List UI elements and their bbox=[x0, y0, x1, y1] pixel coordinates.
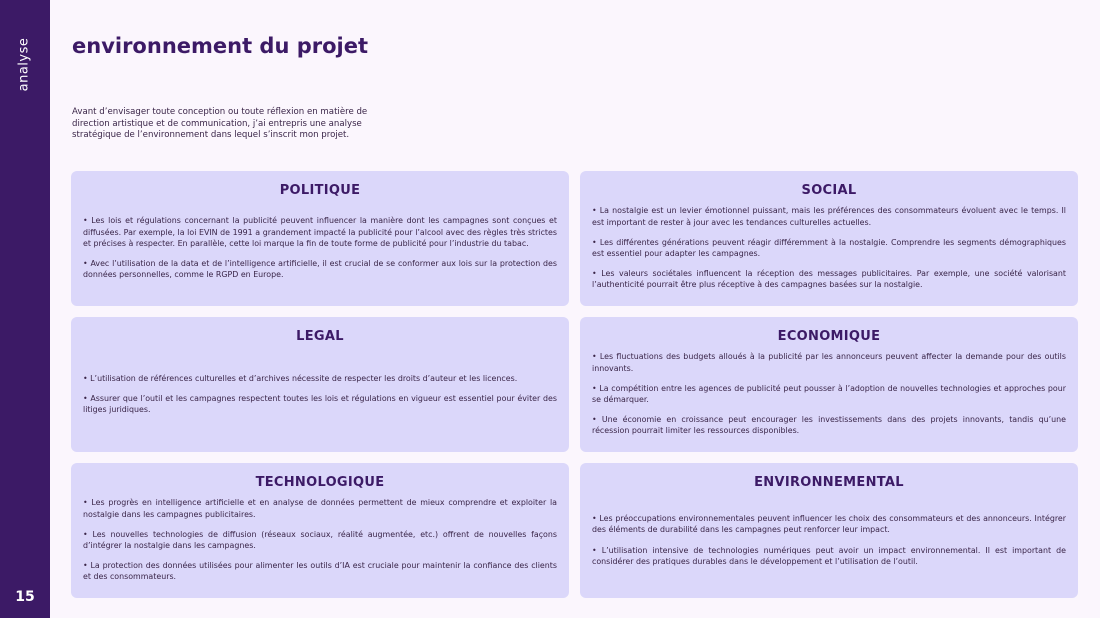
card-body bbox=[592, 198, 1066, 298]
card-body bbox=[592, 490, 1066, 590]
card-title: ECONOMIQUE bbox=[777, 329, 881, 344]
card-politique bbox=[71, 171, 569, 306]
card-body bbox=[83, 490, 557, 590]
card-point: • Les différentes générations peuvent réagir différemment à la nostalgie. Comprendre les segments démographiques est essentiel pour adapter les campagnes. bbox=[592, 237, 1066, 258]
sidebar bbox=[0, 0, 50, 618]
card-environnemental bbox=[580, 463, 1078, 598]
page-title: environnement du projet bbox=[72, 34, 369, 58]
card-technologique bbox=[71, 463, 569, 598]
card-title: SOCIAL bbox=[801, 183, 857, 198]
card-title: ENVIRONNEMENTAL bbox=[754, 475, 904, 490]
card-body bbox=[83, 198, 557, 298]
card-point: • Les valeurs sociétales influencent la réception des messages publicitaires. Par exemple, une société valorisant l’authenticité pourrait être plus réceptive à des campagnes basées sur la nostalgie. bbox=[592, 269, 1066, 290]
page-number: 15 bbox=[15, 589, 35, 605]
card-point: • Les nouvelles technologies de diffusion (réseaux sociaux, réalité augmentée, etc.) offrent de nouvelles façons d’intégrer la nostalgie dans les campagnes. bbox=[83, 529, 557, 550]
card-point: • L’utilisation de références culturelles et d’archives nécessite de respecter les droits d’auteur et les licences. bbox=[83, 373, 518, 383]
card-point: • Les progrès en intelligence artificielle et en analyse de données permettent de mieux comprendre et exploiter la nostalgie dans les campagnes publicitaires. bbox=[83, 498, 557, 519]
intro-paragraph: Avant d’envisager toute conception ou toute réflexion en matière de direction artistique et de communication, j’ai entrepris une analyse stratégique de l’environnement dans lequel s’inscrit mon projet. bbox=[72, 107, 368, 141]
section-label bbox=[14, 34, 34, 94]
card-economique bbox=[580, 317, 1078, 452]
card-point: • Avec l’utilisation de la data et de l’intelligence artificielle, il est crucial de se conformer aux lois sur la protection des données personnelles, comme le RGPD en Europe. bbox=[83, 259, 557, 280]
section-label-text: analyse bbox=[16, 37, 32, 91]
card-point: • L’utilisation intensive de technologies numériques peut avoir un impact environnemental. Il est important de considérer des pratiques durables dans le développement et l’utilisation de l’outil. bbox=[592, 545, 1066, 566]
card-body bbox=[83, 344, 557, 444]
card-point: • La nostalgie est un levier émotionnel puissant, mais les préférences des consommateurs évoluent avec le temps. Il est important de rester à jour avec les tendances culturelles actuelles. bbox=[592, 206, 1066, 227]
card-social bbox=[580, 171, 1078, 306]
card-title: TECHNOLOGIQUE bbox=[255, 475, 385, 490]
card-body bbox=[592, 344, 1066, 444]
card-point: • La compétition entre les agences de publicité peut pousser à l’adoption de nouvelles technologies et approches pour se démarquer. bbox=[592, 383, 1066, 404]
card-point: • Les fluctuations des budgets alloués à la publicité par les annonceurs peuvent affecter la demande pour des outils innovants. bbox=[592, 352, 1066, 373]
card-point: • Les préoccupations environnementales peuvent influencer les choix des consommateurs et des annonceurs. Intégrer des éléments de durabilité dans les campagnes peut renforcer leur impact. bbox=[592, 514, 1066, 535]
card-legal bbox=[71, 317, 569, 452]
card-title: LEGAL bbox=[296, 329, 344, 344]
card-point: • Assurer que l’outil et les campagnes respectent toutes les lois et régulations en vigueur est essentiel pour éviter des litiges juridiques. bbox=[83, 393, 557, 415]
card-point: • Une économie en croissance peut encourager les investissements dans des projets innovants, tandis qu’une récession pourrait limiter les ressources disponibles. bbox=[592, 415, 1066, 436]
card-point: • Les lois et régulations concernant la publicité peuvent influencer la manière dont les campagnes sont conçues et diffusées. Par exemple, la loi EVIN de 1991 a grandement impacté la publicité pour l’alcool avec des règles très strictes et précises à respecter. En parallèle, cette loi marque la fin de toute forme de publicité pour l’industrie du tabac. bbox=[83, 216, 557, 248]
card-title: POLITIQUE bbox=[279, 183, 361, 198]
card-point: • La protection des données utilisées pour alimenter les outils d’IA est cruciale pour maintenir la confiance des clients et des consommateurs. bbox=[83, 561, 557, 582]
